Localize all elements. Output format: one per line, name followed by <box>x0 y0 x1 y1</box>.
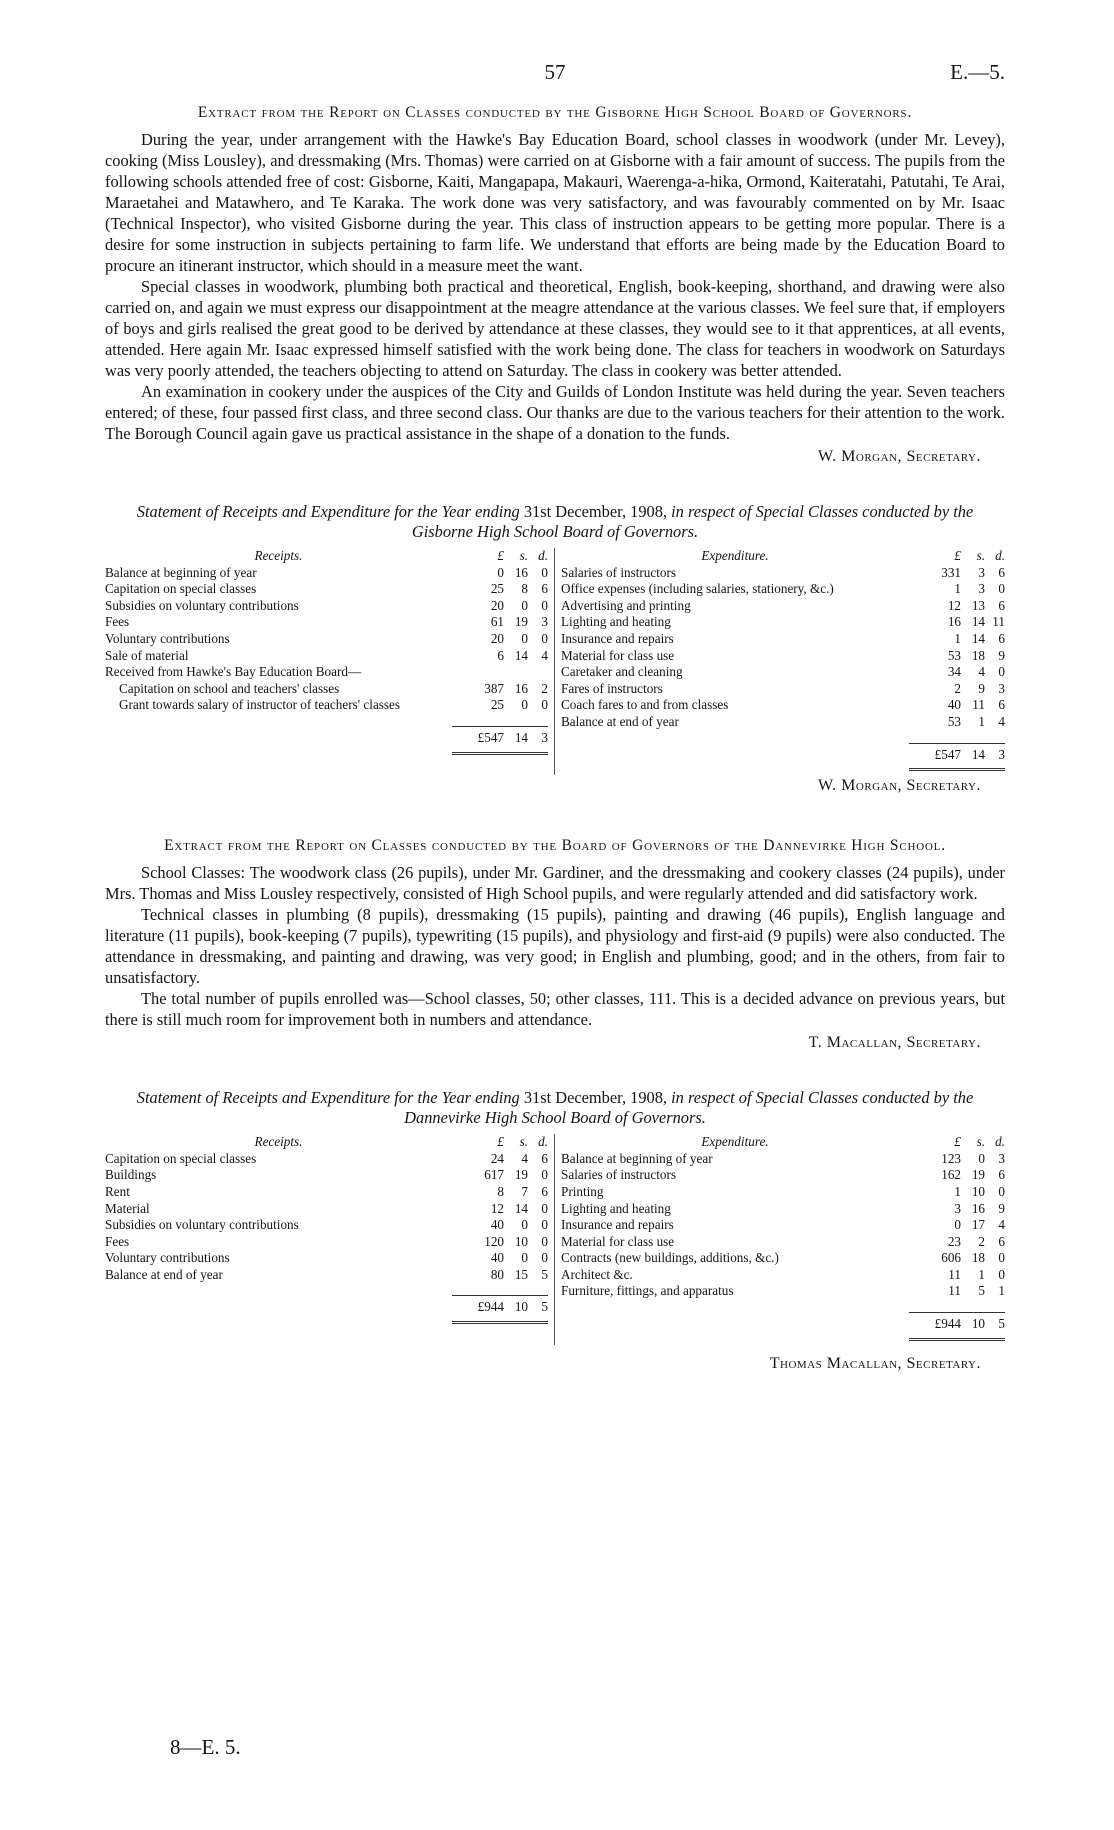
ledger-amount: 25 0 0 <box>490 697 548 713</box>
ledger-amount: 617 19 0 <box>484 1167 548 1183</box>
receipts-column <box>105 1134 555 1345</box>
ledger-amount: 40 0 0 <box>490 1217 548 1233</box>
double-rule <box>909 768 1005 775</box>
ledger-amount: 1 10 0 <box>954 1183 1005 1199</box>
signature: T. Macallan, Secretary. <box>808 1034 981 1052</box>
ledger-item-label: Capitation on special classes <box>105 1150 257 1166</box>
ledger-row <box>105 1167 548 1184</box>
paragraph: An examination in cookery under the auspices of the City and Guilds of London Institute was held during the year. Seven teachers entered; of these, four passed first class, and three second class. Our thanks are due to the various teachers for their attention to the work. The Borough Council again gave us practical assistance in the shape of a donation to the funds. <box>105 382 1005 443</box>
financial-statement <box>105 548 1005 775</box>
ledger-amount: 0 16 0 <box>497 564 548 580</box>
ledger-amount: 53 18 9 <box>947 647 1005 663</box>
ledger-row <box>105 1151 548 1168</box>
ledger-item-label: Capitation on special classes <box>105 581 257 597</box>
ledger-row <box>561 598 1005 615</box>
ledger-row <box>105 598 548 615</box>
ledger-item-label: Architect &c. <box>561 1266 633 1282</box>
ledger-item-label: Insurance and repairs <box>561 1217 674 1233</box>
ledger-row <box>561 714 1005 731</box>
section-heading-dannevirke: Extract from the Report on Classes conducted by the Board of Governors of the Dannevirke High School. <box>164 837 946 855</box>
page-number: 57 <box>544 60 566 84</box>
ledger-amount: 162 19 6 <box>941 1167 1005 1183</box>
ledger-item-label: Lighting and heating <box>561 1200 671 1216</box>
total-row: £547 14 3 <box>105 726 548 747</box>
ledger-item-label: Subsidies on voluntary contributions <box>105 597 299 613</box>
ledger-amount: 16 14 11 <box>947 614 1005 630</box>
ledger-item-label: Balance at end of year <box>105 1266 223 1282</box>
receipts-column <box>105 548 555 775</box>
ledger-row <box>105 565 548 582</box>
ledger-row <box>561 1201 1005 1218</box>
paragraph: School Classes: The woodwork class (26 pupils), under Mr. Gardiner, and the dressmaking and cookery classes (24 pupils), under Mrs. Thomas and Miss Lousley respectively, consisted of High School pupils, and were regularly attended and did satisfactory work. <box>105 863 1005 904</box>
ledger-row <box>105 1250 548 1267</box>
ledger-row <box>105 1184 548 1201</box>
ledger-amount: 6 14 4 <box>497 647 548 663</box>
ledger-amount: 11 5 1 <box>948 1283 1005 1299</box>
ledger-row <box>561 1167 1005 1184</box>
paragraph: During the year, under arrangement with the Hawke's Bay Education Board, school classes in woodwork (under Mr. Levey), cooking (Miss Lousley), and dressmaking (Mrs. Thomas) were carried on at Gisborne with a fair amount of success. The pupils from the following schools attended free of cost: Gisborne, Kaiti, Mangapapa, Makauri, Waerenga-a-hika, Ormond, Kaiteratahi, Patutahi, Te Arai, Maraetahei and Matawhero, and Te Karaka. The work done was very satisfactory, and was favourably commented on by Mr. Isaac (Technical Inspector), who visited Gisborne during the year. This class of instruction appears to be getting more popular. There is a desire for some instruction in subjects pertaining to farm life. We understand that efforts are being made by the Education Board to procure an itinerant instructor, which should in a measure meet the want. <box>105 130 1005 275</box>
signature: W. Morgan, Secretary. <box>818 448 981 465</box>
ledger-row <box>105 1201 548 1218</box>
ledger-item-label: Fees <box>105 1233 130 1249</box>
ledger-row <box>561 1217 1005 1234</box>
ledger-row <box>561 648 1005 665</box>
ledger-row <box>105 581 548 598</box>
column-header: Expenditure. £ s. d. <box>701 548 1005 563</box>
signature: W. Morgan, Secretary. <box>818 777 981 795</box>
total-row: £944 10 5 <box>105 1295 548 1316</box>
ledger-item-label: Voluntary contributions <box>105 630 230 646</box>
ledger-row <box>105 1234 548 1251</box>
ledger-item-label: Capitation on school and teachers' classes <box>119 680 340 696</box>
ledger-item-label: Material for class use <box>561 1233 675 1249</box>
ledger-item-label: Salaries of instructors <box>561 564 676 580</box>
ledger-row <box>105 1267 548 1284</box>
ledger-amount: 120 10 0 <box>484 1233 548 1249</box>
ledger-amount: 0 17 4 <box>954 1217 1005 1233</box>
ledger-item-label: Material for class use <box>561 647 675 663</box>
ledger-item-label: Advertising and printing <box>561 597 691 613</box>
ledger-item-label: Sale of material <box>105 647 189 663</box>
ledger-row <box>561 614 1005 631</box>
ledger-item-label: Balance at end of year <box>561 713 679 729</box>
ledger-item-label: Fees <box>105 614 130 630</box>
ledger-amount: 23 2 6 <box>947 1233 1005 1249</box>
paragraph: Special classes in woodwork, plumbing both practical and theoretical, English, book-keeping, shorthand, and drawing were also carried on, and again we must express our disappointment at the meagre attendance at the various classes. We feel sure that, if employers of boys and girls realised the great good to be derived by attendance at these classes, they would see to it that apprentices, at all events, attended. Here again Mr. Isaac expressed himself satisfied with the work being done. The class for teachers in woodwork on Saturdays was very poorly attended, the teachers objecting to attend on Saturday. The class in cookery was better attended. <box>105 277 1005 380</box>
signature-mark: 8—E. 5. <box>170 1735 241 1759</box>
ledger-item-label: Voluntary contributions <box>105 1250 230 1266</box>
ledger-amount: 331 3 6 <box>941 564 1005 580</box>
ledger-row <box>105 664 548 681</box>
ledger-row <box>561 1151 1005 1168</box>
ledger-row <box>561 1267 1005 1284</box>
total-row: £944 10 5 <box>561 1312 1005 1333</box>
ledger-row <box>105 648 548 665</box>
ledger-amount: 25 8 6 <box>490 581 548 597</box>
ledger-row <box>561 697 1005 714</box>
ledger-amount: 11 1 0 <box>948 1266 1005 1282</box>
ledger-amount: 2 9 3 <box>954 680 1005 696</box>
ledger-item-label: Grant towards salary of instructor of teachers' classes <box>119 697 401 713</box>
ledger-item-label: Office expenses (including salaries, stationery, &c.) <box>561 581 834 597</box>
ledger-amount: 12 14 0 <box>490 1200 548 1216</box>
paragraph: Technical classes in plumbing (8 pupils), dressmaking (15 pupils), painting and drawing (46 pupils), English language and literature (11 pupils), book-keeping (7 pupils), typewriting (15 pupils), and physiology and first-aid (9 pupils) were also conducted. The attendance in dressmaking, and painting and drawing, was very good; in English and plumbing, good; and in the others, from fair to unsatisfactory. <box>105 905 1005 988</box>
column-header: Receipts. £ s. d. <box>254 1134 548 1150</box>
ledger-amount: 3 16 9 <box>954 1200 1005 1216</box>
ledger-row <box>105 697 548 714</box>
double-rule <box>452 1321 548 1328</box>
statement-title: Statement of Receipts and Expenditure for the Year ending 31st December, 1908, in respect of Special Classes conducted by the Gisborne High School Board of Governors. <box>136 502 974 541</box>
ledger-row <box>561 1234 1005 1251</box>
document-code: E.—5. <box>950 60 1005 84</box>
ledger-amount: 20 0 0 <box>490 597 548 613</box>
ledger-amount: 1 14 6 <box>954 630 1005 646</box>
ledger-amount: 34 4 0 <box>947 664 1005 680</box>
ledger-amount: 1 3 0 <box>954 581 1005 597</box>
ledger-row <box>561 1283 1005 1300</box>
ledger-amount: 123 0 3 <box>941 1150 1005 1166</box>
ledger-amount: 80 15 5 <box>490 1266 548 1282</box>
ledger-item-label: Received from Hawke's Bay Education Board— <box>105 664 362 680</box>
double-rule <box>909 1338 1005 1345</box>
ledger-item-label: Rent <box>105 1183 130 1199</box>
ledger-amount: 8 7 6 <box>497 1183 548 1199</box>
document-page <box>105 60 1005 1373</box>
ledger-item-label: Subsidies on voluntary contributions <box>105 1217 299 1233</box>
statement-title: Statement of Receipts and Expenditure for the Year ending 31st December, 1908, in respect of Special Classes conducted by the Dannevirke High School Board of Governors. <box>136 1088 974 1128</box>
ledger-row <box>561 1250 1005 1267</box>
ledger-row <box>561 631 1005 648</box>
ledger-amount: 53 1 4 <box>947 713 1005 729</box>
ledger-amount: 387 16 2 <box>484 680 548 696</box>
financial-statement <box>105 1134 1005 1345</box>
ledger-row <box>561 664 1005 681</box>
ledger-row <box>105 681 548 698</box>
ledger-amount: 20 0 0 <box>490 630 548 646</box>
ledger-item-label: Printing <box>561 1183 604 1199</box>
expenditure-column <box>555 548 1005 775</box>
ledger-item-label: Salaries of instructors <box>561 1167 676 1183</box>
paragraph: The total number of pupils enrolled was—School classes, 50; other classes, 111. This is a decided advance on previous years, but there is still much room for improvement both in numbers and attendance. <box>105 989 1005 1030</box>
ledger-amount: 606 18 0 <box>941 1250 1005 1266</box>
ledger-item-label: Contracts (new buildings, additions, &c.) <box>561 1250 779 1266</box>
ledger-row <box>105 1217 548 1234</box>
total-row: £547 14 3 <box>561 743 1005 764</box>
ledger-row <box>561 681 1005 698</box>
ledger-item-label: Lighting and heating <box>561 614 671 630</box>
ledger-item-label: Coach fares to and from classes <box>561 697 729 713</box>
ledger-row <box>561 1184 1005 1201</box>
ledger-item-label: Material <box>105 1200 150 1216</box>
ledger-item-label: Fares of instructors <box>561 680 663 696</box>
ledger-amount: 12 13 6 <box>947 597 1005 613</box>
ledger-item-label: Buildings <box>105 1167 157 1183</box>
ledger-row <box>561 581 1005 598</box>
ledger-row <box>561 565 1005 582</box>
ledger-amount: 40 0 0 <box>490 1250 548 1266</box>
ledger-amount: 40 11 6 <box>947 697 1005 713</box>
ledger-item-label: Furniture, fittings, and apparatus <box>561 1283 734 1299</box>
column-header: Receipts. £ s. d. <box>254 548 548 563</box>
column-header: Expenditure. £ s. d. <box>701 1134 1005 1150</box>
signature: Thomas Macallan, Secretary. <box>769 1354 981 1372</box>
expenditure-column <box>555 1134 1005 1345</box>
ledger-row <box>105 614 548 631</box>
ledger-amount: 61 19 3 <box>490 614 548 630</box>
ledger-item-label: Balance at beginning of year <box>561 1150 713 1166</box>
ledger-row <box>105 631 548 648</box>
ledger-item-label: Balance at beginning of year <box>105 564 257 580</box>
ledger-item-label: Caretaker and cleaning <box>561 664 683 680</box>
double-rule <box>452 752 548 759</box>
page-header <box>105 60 1005 94</box>
section-heading-gisborne: Extract from the Report on Classes conducted by the Gisborne High School Board of Governors. <box>197 104 913 121</box>
ledger-amount: 24 4 6 <box>490 1150 548 1166</box>
ledger-item-label: Insurance and repairs <box>561 630 674 646</box>
